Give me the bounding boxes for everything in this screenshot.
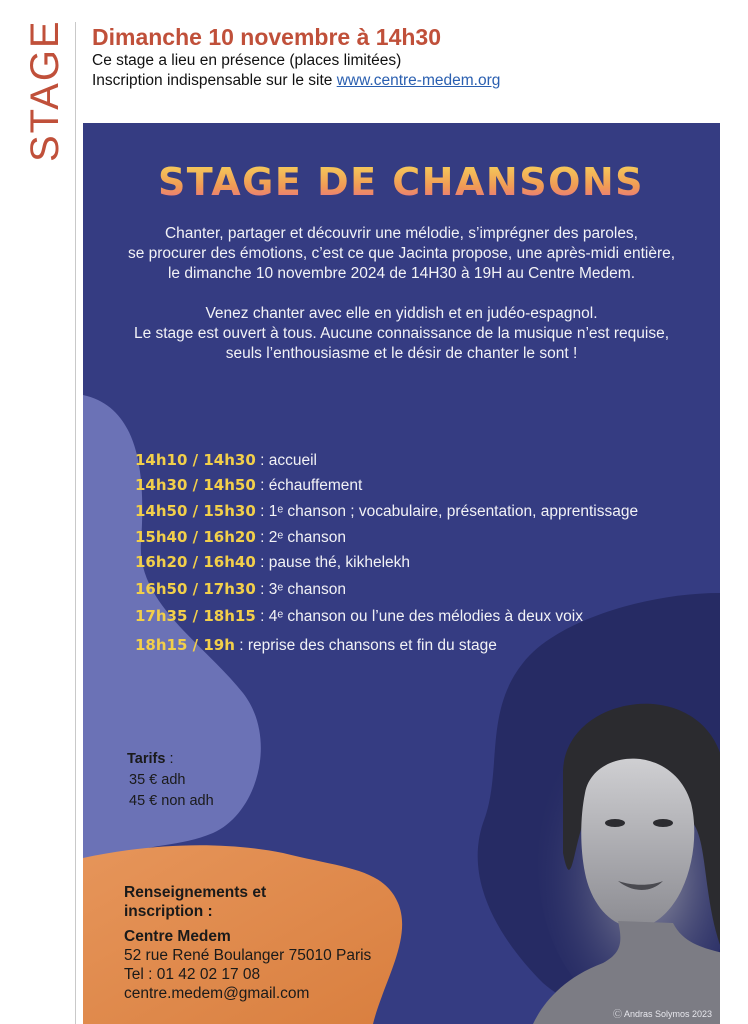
poster-title-text: STAGE DE CHANSONS [157,160,645,204]
intro-line: Chanter, partager et découvrir une mélodie, s’imprégner des paroles, [164,225,638,242]
schedule-desc: accueil [268,452,317,469]
schedule-time: 15h40 / 16h20 [135,528,256,546]
schedule-desc: 3ᵉ chanson [268,581,346,598]
organization-name: Centre Medem [124,928,231,945]
intro-line: Le stage est ouvert à tous. Aucune connaissance de la musique n’est requise, [133,325,670,342]
intro-line: Venez chanter avec elle en yiddish et en judéo-espagnol. [205,305,598,322]
pricing-heading: Tarifs [127,751,166,767]
schedule-row: 14h30 / 14h50 : échauffement [135,476,363,494]
schedule-row: 16h50 / 17h30 : 3ᵉ chanson [135,580,346,598]
portrait-photo [523,653,720,1024]
schedule-time: 16h50 / 17h30 [135,580,256,598]
price-non-member: 45 € non adh [129,793,214,809]
website-link[interactable]: www.centre-medem.org [336,72,501,89]
contact-info [124,883,371,1003]
poster-title-svg [83,151,720,207]
intro-line: se procurer des émotions, c’est ce que Jacinta propose, une après-midi entière, [127,245,676,262]
schedule-desc: 2ᵉ chanson [268,529,346,546]
event-date-heading: Dimanche 10 novembre à 14h30 [92,24,441,50]
phone: Tel : 01 42 02 17 08 [124,966,261,983]
contact-heading: Renseignements et [124,884,267,901]
schedule-row: 14h10 / 14h30 : accueil [135,451,317,469]
schedule-desc: 4ᵉ chanson ou l’une des mélodies à deux voix [268,608,583,625]
schedule-time: 14h10 / 14h30 [135,451,256,469]
schedule-desc: reprise des chansons et fin du stage [247,637,497,654]
pricing: Tarifs : 35 € adh 45 € non adh [127,749,214,812]
schedule-time: 14h30 / 14h50 [135,476,256,494]
poster-title [83,151,720,216]
registration-note-text: Inscription indispensable sur le site [92,72,337,89]
intro-line: seuls l’enthousiasme et le désir de chanter le sont ! [225,345,578,362]
schedule-time: 16h20 / 16h40 [135,553,256,571]
email[interactable]: centre.medem@gmail.com [124,985,310,1002]
schedule-desc: échauffement [268,477,363,494]
stage-side-text: STAGE [23,22,67,162]
contact-heading: inscription : [124,903,213,920]
schedule-desc: pause thé, kikhelekh [268,554,411,571]
attendance-note: Ce stage a lieu en présence (places limitées) [92,52,402,69]
schedule-time: 18h15 / 19h [135,636,235,654]
schedule-row: 15h40 / 16h20 : 2ᵉ chanson [135,528,346,546]
schedule-row: 17h35 / 18h15 : 4ᵉ chanson ou l’une des mélodies à deux voix [135,607,583,625]
intro-line: le dimanche 10 novembre 2024 de 14H30 à 19H au Centre Medem. [167,265,635,282]
poster [83,123,720,1024]
price-member: 35 € adh [129,772,186,788]
stage-side-label-svg [14,22,74,167]
schedule-time: 17h35 / 18h15 [135,607,256,625]
schedule-desc: 1ᵉ chanson ; vocabulaire, présentation, apprentissage [268,503,639,520]
vertical-divider [75,22,76,1024]
schedule-row: 18h15 / 19h : reprise des chansons et fin du stage [135,636,497,654]
photo-credit: Ⓒ Andras Solymos 2023 [612,1009,712,1019]
intro-text [83,224,720,364]
registration-note [92,72,500,90]
schedule-row: 14h50 / 15h30 : 1ᵉ chanson ; vocabulaire, présentation, apprentissage [135,502,639,520]
address: 52 rue René Boulanger 75010 Paris [124,947,372,964]
schedule-row: 16h20 / 16h40 : pause thé, kikhelekh [135,553,411,571]
stage-side-label [14,22,74,167]
schedule-time: 14h50 / 15h30 [135,502,256,520]
